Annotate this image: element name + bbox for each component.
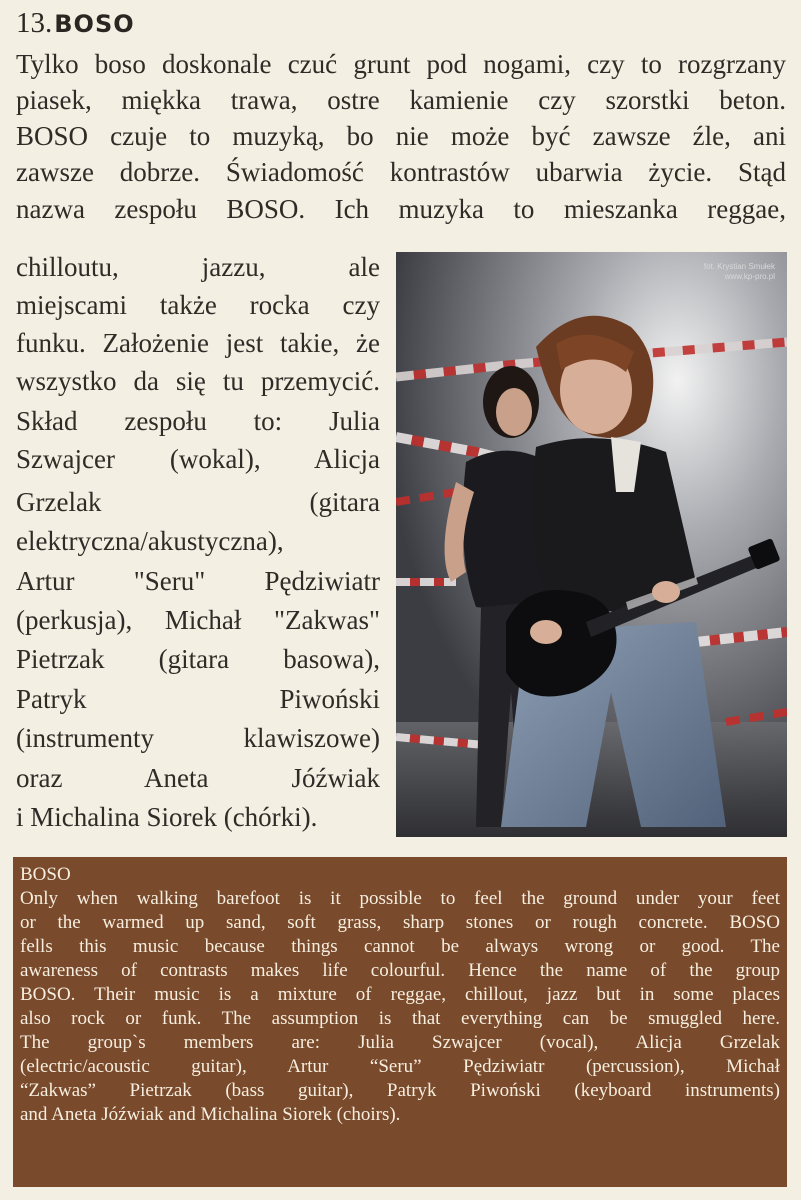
- polish-text-line: Patryk Piwoński: [16, 684, 380, 714]
- photo-credit-website: www.kp-pro.pl: [724, 272, 775, 281]
- english-text-line: or the warmed up sand, soft grass, sharp stones or rough concrete. BOSO: [20, 912, 780, 933]
- polish-text-line: miejscami także rocka czy: [16, 290, 380, 320]
- english-text-line: and Aneta Jóźwiak and Michalina Siorek (choirs).: [20, 1104, 401, 1125]
- polish-text-line: chilloutu, jazzu, ale: [16, 252, 380, 282]
- photo-credit: [704, 262, 775, 282]
- english-text-line: awareness of contrasts makes life colourful. Hence the name of the group: [20, 960, 780, 981]
- band-photo-illustration: [396, 252, 787, 837]
- polish-text-line: Artur "Seru" Pędziwiatr: [16, 566, 380, 596]
- polish-text-line: BOSO czuje to muzyką, bo nie może być zawsze źle, ani: [16, 121, 786, 151]
- band-photo: [396, 252, 787, 837]
- article-number: 13.: [16, 7, 53, 39]
- polish-text-line: nazwa zespołu BOSO. Ich muzyka to mieszanka reggae,: [16, 194, 786, 224]
- english-text-line: also rock or funk. The assumption is that everything can be smuggled here.: [20, 1008, 780, 1029]
- article-title: BOSO: [54, 10, 135, 38]
- polish-text-line: wszystko da się tu przemycić.: [16, 366, 380, 396]
- polish-text-line: (instrumenty klawiszowe): [16, 723, 380, 753]
- english-text-line: “Zakwas” Pietrzak (bass guitar), Patryk Piwoński (keyboard instruments): [20, 1080, 780, 1101]
- english-text-line: (electric/acoustic guitar), Artur “Seru” Pędziwiatr (percussion), Michał: [20, 1056, 780, 1077]
- polish-text-line: Tylko boso doskonale czuć grunt pod nogami, czy to rozgrzany: [16, 49, 786, 79]
- english-text-line: BOSO. Their music is a mixture of reggae, chillout, jazz but in some places: [20, 984, 780, 1005]
- polish-text-line: Skład zespołu to: Julia: [16, 406, 380, 436]
- polish-text-line: funku. Założenie jest takie, że: [16, 328, 380, 358]
- polish-text-line: i Michalina Siorek (chórki).: [16, 802, 318, 832]
- english-box-title: BOSO: [20, 864, 71, 885]
- polish-text-line: Grzelak (gitara: [16, 487, 380, 517]
- polish-text-line: zawsze dobrze. Świadomość kontrastów ubarwia życie. Stąd: [16, 157, 786, 187]
- polish-text-line: Pietrzak (gitara basowa),: [16, 644, 380, 674]
- english-translation-box: [13, 857, 787, 1187]
- polish-text-line: piasek, miękka trawa, ostre kamienie czy szorstki beton.: [16, 85, 786, 115]
- english-text-line: fells this music because things cannot be always wrong or good. The: [20, 936, 780, 957]
- article-heading: [16, 6, 135, 41]
- polish-text-line: elektryczna/akustyczna),: [16, 526, 284, 556]
- photo-credit-author: fot. Krystian Smułek: [703, 262, 775, 271]
- polish-text-line: (perkusja), Michał "Zakwas": [16, 605, 380, 635]
- polish-text-line: oraz Aneta Jóźwiak: [16, 763, 380, 793]
- english-text-line: The group`s members are: Julia Szwajcer (vocal), Alicja Grzelak: [20, 1032, 780, 1053]
- english-text-line: Only when walking barefoot is it possible to feel the ground under your feet: [20, 888, 780, 909]
- polish-text-line: Szwajcer (wokal), Alicja: [16, 444, 380, 474]
